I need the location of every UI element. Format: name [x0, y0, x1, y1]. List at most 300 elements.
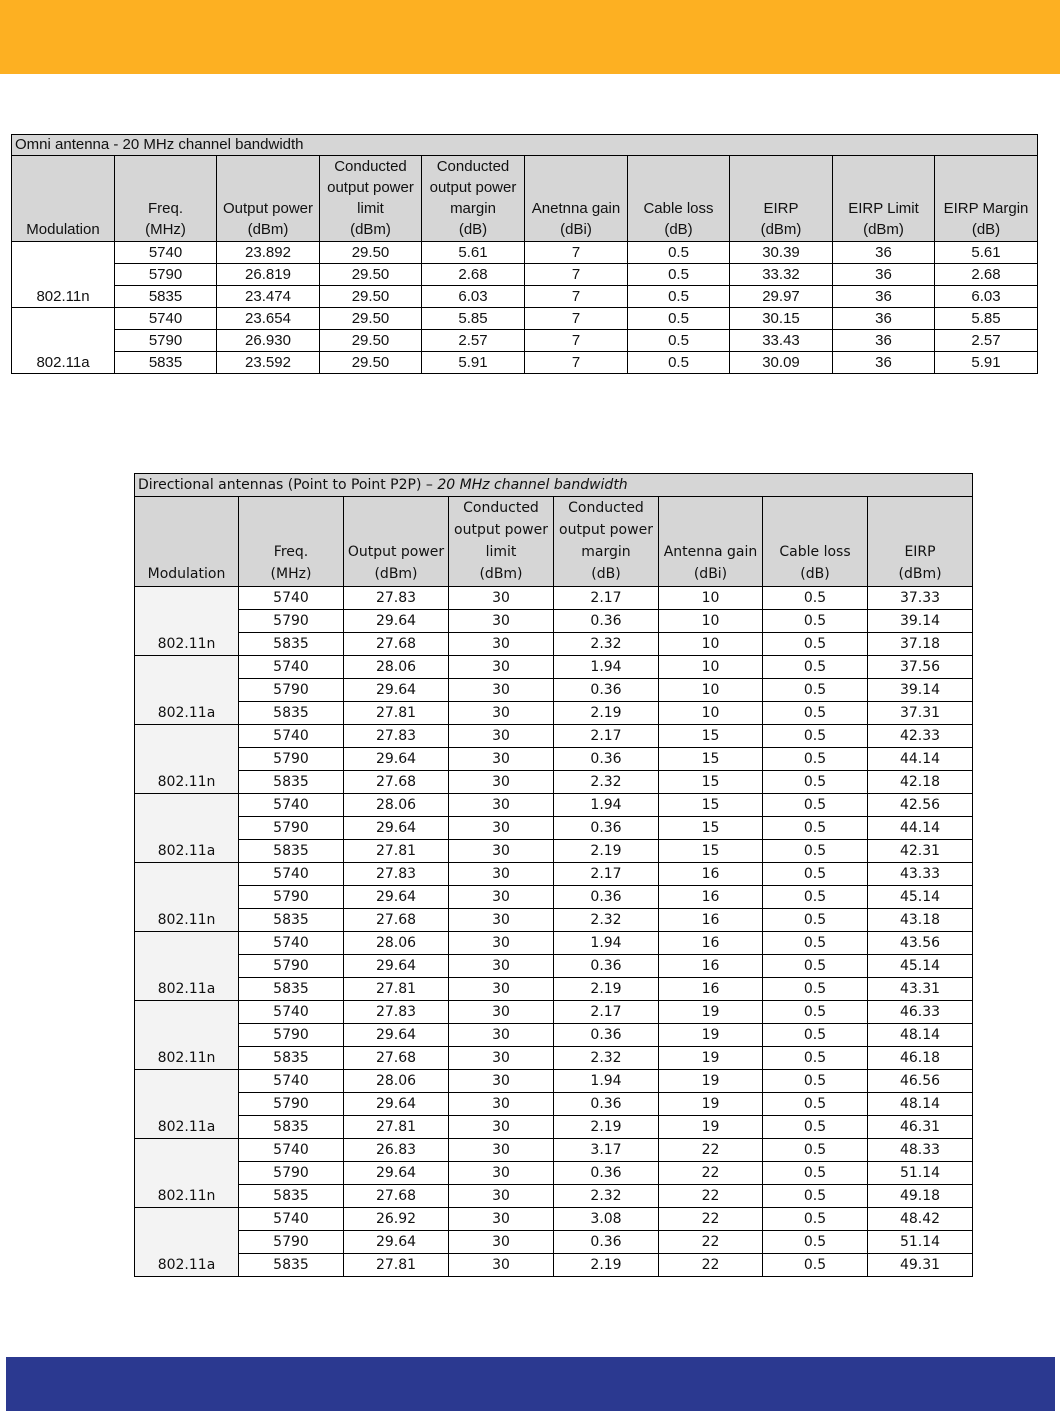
table-cell: 5740	[239, 1208, 344, 1231]
table-row	[12, 286, 1038, 308]
column-header-line: EIRP Limit	[848, 200, 919, 217]
column-header-line: (dB)	[664, 221, 693, 238]
table-cell: 48.14	[868, 1024, 973, 1047]
table-cell: 0.5	[763, 817, 868, 840]
table-cell: 22	[659, 1185, 763, 1208]
modulation-cell: 802.11n	[135, 725, 239, 794]
table-cell: 37.18	[868, 633, 973, 656]
table-cell: 5740	[115, 242, 217, 264]
table-cell: 30	[449, 1001, 554, 1024]
column-header-line: (dBm)	[898, 566, 942, 582]
table-cell: 27.83	[344, 1001, 449, 1024]
table-cell: 5835	[239, 771, 344, 794]
table-cell: 2.17	[554, 863, 659, 886]
table-cell: 29.64	[344, 955, 449, 978]
table-cell: 5740	[239, 1001, 344, 1024]
table-cell: 5790	[239, 1162, 344, 1185]
table-cell: 5835	[239, 1047, 344, 1070]
table-cell: 2.19	[554, 978, 659, 1001]
column-header-line: (MHz)	[270, 566, 312, 582]
omni-antenna-table	[11, 134, 1038, 374]
table-cell: 30	[449, 1047, 554, 1070]
table-cell: 37.56	[868, 656, 973, 679]
table-cell: 30	[449, 1208, 554, 1231]
table-cell: 19	[659, 1070, 763, 1093]
table-cell: 29.97	[730, 286, 833, 308]
table-cell: 0.5	[763, 1139, 868, 1162]
table-row	[135, 725, 973, 748]
table-cell: 27.81	[344, 978, 449, 1001]
table-cell: 36	[833, 242, 935, 264]
table-cell: 0.5	[763, 1116, 868, 1139]
table-cell: 30	[449, 1254, 554, 1277]
table-cell: 0.5	[763, 1070, 868, 1093]
table-cell: 30	[449, 932, 554, 955]
directional-antenna-table	[134, 473, 973, 1277]
table-cell: 2.19	[554, 840, 659, 863]
table-cell: 10	[659, 679, 763, 702]
modulation-cell: 802.11n	[135, 587, 239, 656]
table-cell: 27.81	[344, 702, 449, 725]
column-header-line: Modulation	[147, 566, 226, 582]
table-cell: 10	[659, 702, 763, 725]
modulation-cell: 802.11a	[135, 656, 239, 725]
table-row	[12, 308, 1038, 330]
omni-column-header	[833, 156, 935, 242]
table-cell: 0.5	[763, 863, 868, 886]
table-cell: 26.819	[217, 264, 320, 286]
table-cell: 27.68	[344, 909, 449, 932]
column-header-line: (dBm)	[374, 566, 418, 582]
column-header-line: Antenna gain	[663, 544, 758, 560]
column-header-line: (dBm)	[350, 221, 391, 238]
table-cell: 15	[659, 771, 763, 794]
table-cell: 0.5	[763, 1162, 868, 1185]
table-cell: 2.32	[554, 633, 659, 656]
table-cell: 27.68	[344, 633, 449, 656]
table-cell: 5835	[239, 840, 344, 863]
table-cell: 27.81	[344, 1116, 449, 1139]
omni-column-header	[217, 156, 320, 242]
table-cell: 29.50	[320, 242, 422, 264]
table-cell: 27.83	[344, 587, 449, 610]
table-cell: 0.36	[554, 1231, 659, 1254]
table-cell: 5740	[239, 1070, 344, 1093]
table-cell: 5.85	[422, 308, 525, 330]
directional-column-header	[449, 497, 554, 587]
table-cell: 5790	[239, 1024, 344, 1047]
table-cell: 28.06	[344, 932, 449, 955]
table-cell: 0.5	[628, 242, 730, 264]
table-cell: 5740	[239, 932, 344, 955]
table-cell: 36	[833, 264, 935, 286]
table-cell: 42.18	[868, 771, 973, 794]
directional-title-text: Directional antennas (Point to Point P2P) –	[138, 477, 438, 493]
table-cell: 0.5	[763, 610, 868, 633]
table-cell: 30	[449, 840, 554, 863]
table-cell: 29.50	[320, 352, 422, 374]
table-cell: 16	[659, 978, 763, 1001]
directional-column-header	[344, 497, 449, 587]
table-cell: 30	[449, 794, 554, 817]
modulation-cell: 802.11n	[12, 242, 115, 308]
table-cell: 0.5	[763, 1254, 868, 1277]
table-cell: 5835	[239, 1254, 344, 1277]
omni-column-header	[525, 156, 628, 242]
table-cell: 2.32	[554, 771, 659, 794]
column-header-line: Cable loss	[779, 544, 851, 560]
table-cell: 10	[659, 656, 763, 679]
table-cell: 5.85	[935, 308, 1038, 330]
table-cell: 0.5	[763, 932, 868, 955]
table-cell: 22	[659, 1162, 763, 1185]
column-header-line: output power	[327, 179, 414, 196]
table-cell: 3.17	[554, 1139, 659, 1162]
table-row	[135, 679, 973, 702]
table-cell: 26.83	[344, 1139, 449, 1162]
column-header-line: (dBm)	[247, 221, 289, 238]
table-cell: 43.33	[868, 863, 973, 886]
table-cell: 5835	[239, 633, 344, 656]
table-cell: 30	[449, 886, 554, 909]
table-cell: 10	[659, 587, 763, 610]
table-cell: 15	[659, 840, 763, 863]
table-cell: 0.36	[554, 679, 659, 702]
table-cell: 15	[659, 748, 763, 771]
table-cell: 5790	[239, 748, 344, 771]
modulation-cell: 802.11a	[135, 932, 239, 1001]
table-cell: 48.14	[868, 1093, 973, 1116]
table-row	[12, 264, 1038, 286]
table-cell: 30	[449, 978, 554, 1001]
table-row	[135, 955, 973, 978]
table-cell: 30.39	[730, 242, 833, 264]
omni-header-row	[12, 156, 1038, 242]
table-cell: 2.19	[554, 1116, 659, 1139]
table-cell: 5.91	[422, 352, 525, 374]
table-cell: 30	[449, 702, 554, 725]
table-cell: 30	[449, 909, 554, 932]
table-row	[135, 633, 973, 656]
table-cell: 44.14	[868, 748, 973, 771]
table-cell: 5.61	[422, 242, 525, 264]
table-cell: 27.68	[344, 771, 449, 794]
table-cell: 0.5	[763, 1001, 868, 1024]
table-row	[135, 1093, 973, 1116]
table-cell: 0.5	[763, 1185, 868, 1208]
table-row	[135, 748, 973, 771]
table-cell: 0.5	[628, 352, 730, 374]
table-cell: 51.14	[868, 1231, 973, 1254]
table-cell: 0.5	[763, 794, 868, 817]
table-cell: 45.14	[868, 886, 973, 909]
top-color-bar	[0, 0, 1060, 74]
table-cell: 30	[449, 610, 554, 633]
column-header-line: limit	[357, 200, 384, 217]
modulation-cell: 802.11n	[135, 1139, 239, 1208]
omni-column-header	[320, 156, 422, 242]
table-cell: 42.31	[868, 840, 973, 863]
table-row	[135, 978, 973, 1001]
table-cell: 5790	[115, 264, 217, 286]
table-cell: 30	[449, 1139, 554, 1162]
table-cell: 46.31	[868, 1116, 973, 1139]
table-cell: 5790	[239, 1231, 344, 1254]
table-cell: 19	[659, 1001, 763, 1024]
table-row	[135, 1254, 973, 1277]
table-cell: 5740	[239, 587, 344, 610]
table-cell: 27.81	[344, 1254, 449, 1277]
table-row	[135, 587, 973, 610]
table-cell: 42.56	[868, 794, 973, 817]
table-cell: 0.5	[628, 264, 730, 286]
directional-column-header	[135, 497, 239, 587]
table-cell: 51.14	[868, 1162, 973, 1185]
modulation-cell: 802.11a	[135, 794, 239, 863]
table-cell: 5740	[239, 725, 344, 748]
table-cell: 1.94	[554, 932, 659, 955]
table-cell: 46.18	[868, 1047, 973, 1070]
table-cell: 0.5	[763, 978, 868, 1001]
table-row	[135, 1070, 973, 1093]
column-header-line: EIRP	[904, 544, 936, 560]
table-cell: 29.50	[320, 286, 422, 308]
table-cell: 16	[659, 886, 763, 909]
table-cell: 29.50	[320, 330, 422, 352]
table-row	[135, 932, 973, 955]
table-cell: 36	[833, 352, 935, 374]
directional-column-header	[868, 497, 973, 587]
table-cell: 5740	[239, 1139, 344, 1162]
table-cell: 5790	[239, 817, 344, 840]
table-row	[135, 840, 973, 863]
table-cell: 5740	[239, 863, 344, 886]
table-cell: 48.33	[868, 1139, 973, 1162]
table-cell: 16	[659, 932, 763, 955]
table-cell: 37.33	[868, 587, 973, 610]
table-cell: 5835	[239, 909, 344, 932]
table-cell: 0.5	[763, 1024, 868, 1047]
table-cell: 2.68	[935, 264, 1038, 286]
table-cell: 5.91	[935, 352, 1038, 374]
table-cell: 22	[659, 1139, 763, 1162]
table-cell: 28.06	[344, 656, 449, 679]
column-header-line: output power	[559, 522, 653, 538]
table-cell: 30	[449, 863, 554, 886]
table-cell: 5.61	[935, 242, 1038, 264]
table-row	[135, 794, 973, 817]
table-cell: 16	[659, 863, 763, 886]
table-cell: 5740	[239, 656, 344, 679]
table-cell: 26.930	[217, 330, 320, 352]
table-cell: 36	[833, 308, 935, 330]
table-cell: 39.14	[868, 610, 973, 633]
directional-table-title	[135, 474, 973, 497]
column-header-line: (dB)	[458, 221, 488, 238]
modulation-cell: 802.11a	[12, 308, 115, 374]
table-cell: 5790	[239, 679, 344, 702]
table-cell: 5835	[115, 286, 217, 308]
table-cell: 6.03	[935, 286, 1038, 308]
column-header-line: output power	[454, 522, 548, 538]
table-cell: 10	[659, 633, 763, 656]
table-row	[135, 1024, 973, 1047]
table-cell: 5790	[239, 610, 344, 633]
table-row	[135, 909, 973, 932]
table-cell: 0.5	[763, 656, 868, 679]
table-cell: 6.03	[422, 286, 525, 308]
column-header-line: Conducted	[568, 500, 644, 516]
table-cell: 26.92	[344, 1208, 449, 1231]
table-cell: 29.64	[344, 1231, 449, 1254]
table-cell: 43.56	[868, 932, 973, 955]
table-cell: 29.64	[344, 679, 449, 702]
column-header-line: (dBm)	[863, 221, 904, 238]
table-cell: 29.64	[344, 748, 449, 771]
column-header-line: Anetnna gain	[531, 200, 621, 217]
table-cell: 22	[659, 1208, 763, 1231]
table-cell: 0.5	[628, 308, 730, 330]
table-cell: 27.68	[344, 1185, 449, 1208]
table-cell: 7	[525, 330, 628, 352]
table-cell: 7	[525, 308, 628, 330]
table-cell: 30	[449, 771, 554, 794]
table-cell: 3.08	[554, 1208, 659, 1231]
table-cell: 5790	[239, 955, 344, 978]
table-cell: 27.83	[344, 863, 449, 886]
table-cell: 30	[449, 817, 554, 840]
directional-column-header	[659, 497, 763, 587]
column-header-line: (dBi)	[560, 221, 592, 238]
column-header-line: (dBm)	[479, 566, 523, 582]
table-row	[135, 1047, 973, 1070]
table-cell: 30	[449, 1231, 554, 1254]
table-cell: 5790	[239, 886, 344, 909]
column-header-line: limit	[485, 544, 517, 560]
table-cell: 0.5	[763, 1208, 868, 1231]
table-cell: 36	[833, 330, 935, 352]
table-cell: 0.5	[763, 679, 868, 702]
omni-column-header	[935, 156, 1038, 242]
column-header-line: Output power	[347, 544, 445, 560]
table-cell: 0.5	[628, 330, 730, 352]
table-row	[135, 817, 973, 840]
table-cell: 15	[659, 725, 763, 748]
directional-title-italic: 20 MHz channel bandwidth	[437, 477, 628, 493]
table-cell: 30	[449, 1162, 554, 1185]
table-cell: 5790	[115, 330, 217, 352]
table-cell: 29.50	[320, 264, 422, 286]
table-cell: 7	[525, 264, 628, 286]
table-cell: 5835	[239, 702, 344, 725]
table-cell: 30	[449, 1070, 554, 1093]
table-cell: 30	[449, 679, 554, 702]
table-cell: 7	[525, 286, 628, 308]
table-cell: 0.5	[763, 748, 868, 771]
table-cell: 5835	[239, 1116, 344, 1139]
table-cell: 29.64	[344, 1093, 449, 1116]
column-header-line: Output power	[222, 200, 314, 217]
omni-column-header	[628, 156, 730, 242]
table-cell: 2.32	[554, 909, 659, 932]
table-cell: 16	[659, 955, 763, 978]
table-cell: 30.09	[730, 352, 833, 374]
table-cell: 2.19	[554, 702, 659, 725]
table-row	[135, 1185, 973, 1208]
table-cell: 29.50	[320, 308, 422, 330]
table-cell: 0.5	[763, 909, 868, 932]
table-cell: 19	[659, 1024, 763, 1047]
bottom-color-bar	[6, 1357, 1055, 1411]
column-header-line: EIRP	[763, 200, 799, 217]
table-cell: 2.32	[554, 1185, 659, 1208]
table-cell: 22	[659, 1231, 763, 1254]
table-cell: 30	[449, 633, 554, 656]
table-cell: 46.56	[868, 1070, 973, 1093]
table-cell: 23.654	[217, 308, 320, 330]
table-cell: 22	[659, 1254, 763, 1277]
table-row	[135, 886, 973, 909]
table-row	[135, 1162, 973, 1185]
table-cell: 2.17	[554, 587, 659, 610]
table-cell: 29.64	[344, 1162, 449, 1185]
table-cell: 16	[659, 909, 763, 932]
table-cell: 30.15	[730, 308, 833, 330]
column-header-line: Conducted	[463, 500, 539, 516]
table-cell: 28.06	[344, 794, 449, 817]
table-cell: 5835	[239, 978, 344, 1001]
table-row	[135, 1001, 973, 1024]
table-cell: 0.5	[763, 886, 868, 909]
table-cell: 0.36	[554, 1162, 659, 1185]
column-header-line: (dB)	[800, 566, 830, 582]
table-cell: 0.36	[554, 817, 659, 840]
modulation-cell: 802.11a	[135, 1070, 239, 1139]
table-cell: 7	[525, 352, 628, 374]
column-header-line: Modulation	[26, 221, 100, 238]
table-row	[12, 242, 1038, 264]
column-header-line: Conducted	[436, 158, 510, 175]
table-row	[12, 330, 1038, 352]
column-header-line: Freq.	[147, 200, 183, 217]
table-cell: 30	[449, 1024, 554, 1047]
omni-column-header	[12, 156, 115, 242]
table-cell: 0.5	[763, 702, 868, 725]
table-cell: 0.36	[554, 610, 659, 633]
table-cell: 30	[449, 1185, 554, 1208]
table-cell: 30	[449, 1116, 554, 1139]
table-cell: 0.5	[763, 771, 868, 794]
table-cell: 27.68	[344, 1047, 449, 1070]
table-row	[135, 863, 973, 886]
table-cell: 0.5	[763, 1047, 868, 1070]
table-cell: 49.18	[868, 1185, 973, 1208]
table-cell: 19	[659, 1093, 763, 1116]
table-cell: 43.31	[868, 978, 973, 1001]
table-cell: 48.42	[868, 1208, 973, 1231]
table-cell: 49.31	[868, 1254, 973, 1277]
table-cell: 0.5	[763, 840, 868, 863]
table-cell: 28.06	[344, 1070, 449, 1093]
table-cell: 30	[449, 656, 554, 679]
omni-column-header	[422, 156, 525, 242]
table-row	[135, 1116, 973, 1139]
table-cell: 23.592	[217, 352, 320, 374]
table-row	[135, 702, 973, 725]
table-row	[135, 1231, 973, 1254]
directional-column-header	[239, 497, 344, 587]
column-header-line: margin	[581, 544, 631, 560]
